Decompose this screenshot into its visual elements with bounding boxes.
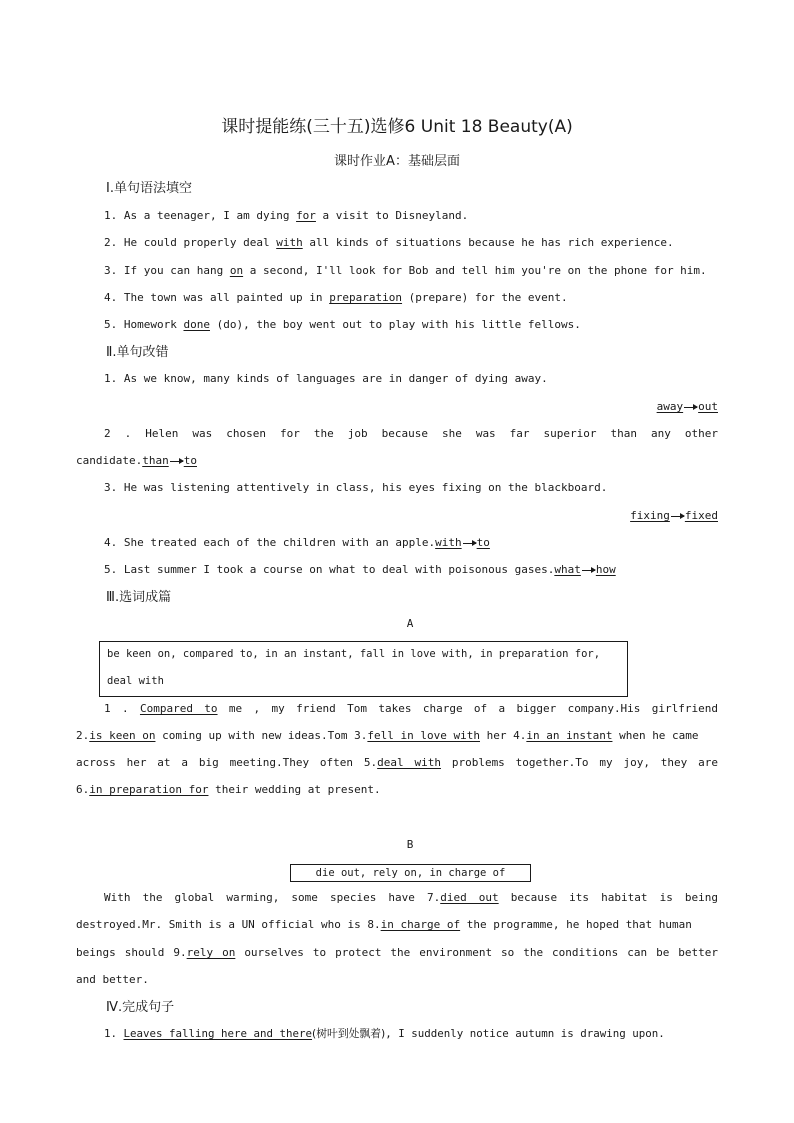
passage-b-line2: destroyed.Mr. Smith is a UN official who is 8.in charge of the programme, he hoped that human: [76, 918, 692, 931]
arrow-right-icon: [170, 461, 183, 462]
answer-blank: done: [183, 318, 210, 331]
answer-blank: with: [276, 236, 303, 249]
s1-item-3: 3. If you can hang on a second, I'll look for Bob and tell him you're on the phone for him.: [104, 264, 707, 277]
s1-item-5: 5. Homework done (do), the boy went out to play with his little fellows.: [104, 318, 581, 331]
s2-item-2-line1: 2 . Helen was chosen for the job because she was far superior than any other: [104, 427, 719, 440]
word-bank-b-text: die out, rely on, in charge of: [315, 867, 506, 879]
s1-item-4: 4. The town was all painted up in preparation (prepare) for the event.: [104, 291, 568, 304]
answer-blank: for: [296, 209, 316, 222]
arrow-right-icon: [671, 516, 684, 517]
answer-blank: is keen on: [89, 729, 156, 742]
s2-item-1-correction: away out: [656, 400, 718, 413]
word-bank-a-line2: deal with: [107, 675, 164, 687]
page-subtitle: 课时作业A：基础层面: [334, 154, 460, 169]
passage-a-line1: 1 . Compared to me , my friend Tom takes charge of a bigger company.His girlfriend: [104, 702, 719, 715]
passage-a-line3: across her at a big meeting.They often 5.deal with problems together.To my joy, they are: [76, 756, 719, 769]
answer-blank: Leaves falling here and there: [123, 1027, 313, 1040]
arrow-right-icon: [463, 543, 476, 544]
section3-heading: Ⅲ.选词成篇: [106, 590, 172, 605]
s1-item-2: 2. He could properly deal with all kinds of situations because he has rich experience.: [104, 236, 674, 249]
part-b-label: B: [406, 838, 414, 851]
answer-blank: deal with: [377, 756, 441, 769]
passage-b-line3: beings should 9.rely on ourselves to protect the environment so the conditions can be better: [76, 946, 719, 959]
answer-blank: on: [229, 264, 244, 277]
section4-heading: Ⅳ.完成句子: [106, 1000, 175, 1015]
answer-blank: preparation: [329, 291, 403, 304]
answer-blank: Compared to: [139, 702, 218, 715]
passage-a-line2: 2.is keen on coming up with new ideas.Tom 3.fell in love with her 4.in an instant when he came: [76, 729, 699, 742]
answer-blank: in preparation for: [89, 783, 209, 796]
s2-item-1: 1. As we know, many kinds of languages are in danger of dying away.: [104, 372, 548, 385]
part-a-label: A: [406, 617, 414, 630]
s2-item-2-line2: candidate.than to: [76, 454, 197, 467]
passage-b-line1: With the global warming, some species have 7.died out because its habitat is being: [104, 891, 719, 904]
word-bank-a: [99, 641, 628, 697]
arrow-right-icon: [582, 570, 595, 571]
arrow-right-icon: [684, 407, 697, 408]
s4-item-1: 1. Leaves falling here and there(树叶到处飘着), I suddenly notice autumn is drawing upon.: [104, 1027, 665, 1040]
answer-blank: died out: [440, 891, 499, 904]
answer-blank: in charge of: [380, 918, 461, 931]
answer-blank: in an instant: [526, 729, 613, 742]
s2-item-3-correction: fixing fixed: [630, 509, 718, 522]
word-bank-a-line1: be keen on, compared to, in an instant, fall in love with, in preparation for,: [107, 648, 601, 660]
s2-item-4: 4. She treated each of the children with an apple.with to: [104, 536, 490, 549]
s1-item-1: 1. As a teenager, I am dying for a visit to Disneyland.: [104, 209, 469, 222]
s2-item-5: 5. Last summer I took a course on what to deal with poisonous gases.what how: [104, 563, 616, 576]
section2-heading: Ⅱ.单句改错: [106, 345, 169, 360]
answer-blank: fell in love with: [367, 729, 480, 742]
passage-a-line4: 6.in preparation for their wedding at present.: [76, 783, 381, 796]
section1-heading: Ⅰ.单句语法填空: [106, 181, 192, 196]
page-title: 课时提能练(三十五)选修6 Unit 18 Beauty(A): [221, 117, 573, 137]
passage-b-line4: and better.: [76, 973, 149, 986]
s2-item-3: 3. He was listening attentively in class, his eyes fixing on the blackboard.: [104, 481, 608, 494]
answer-blank: rely on: [186, 946, 236, 959]
word-bank-b: [290, 864, 531, 882]
